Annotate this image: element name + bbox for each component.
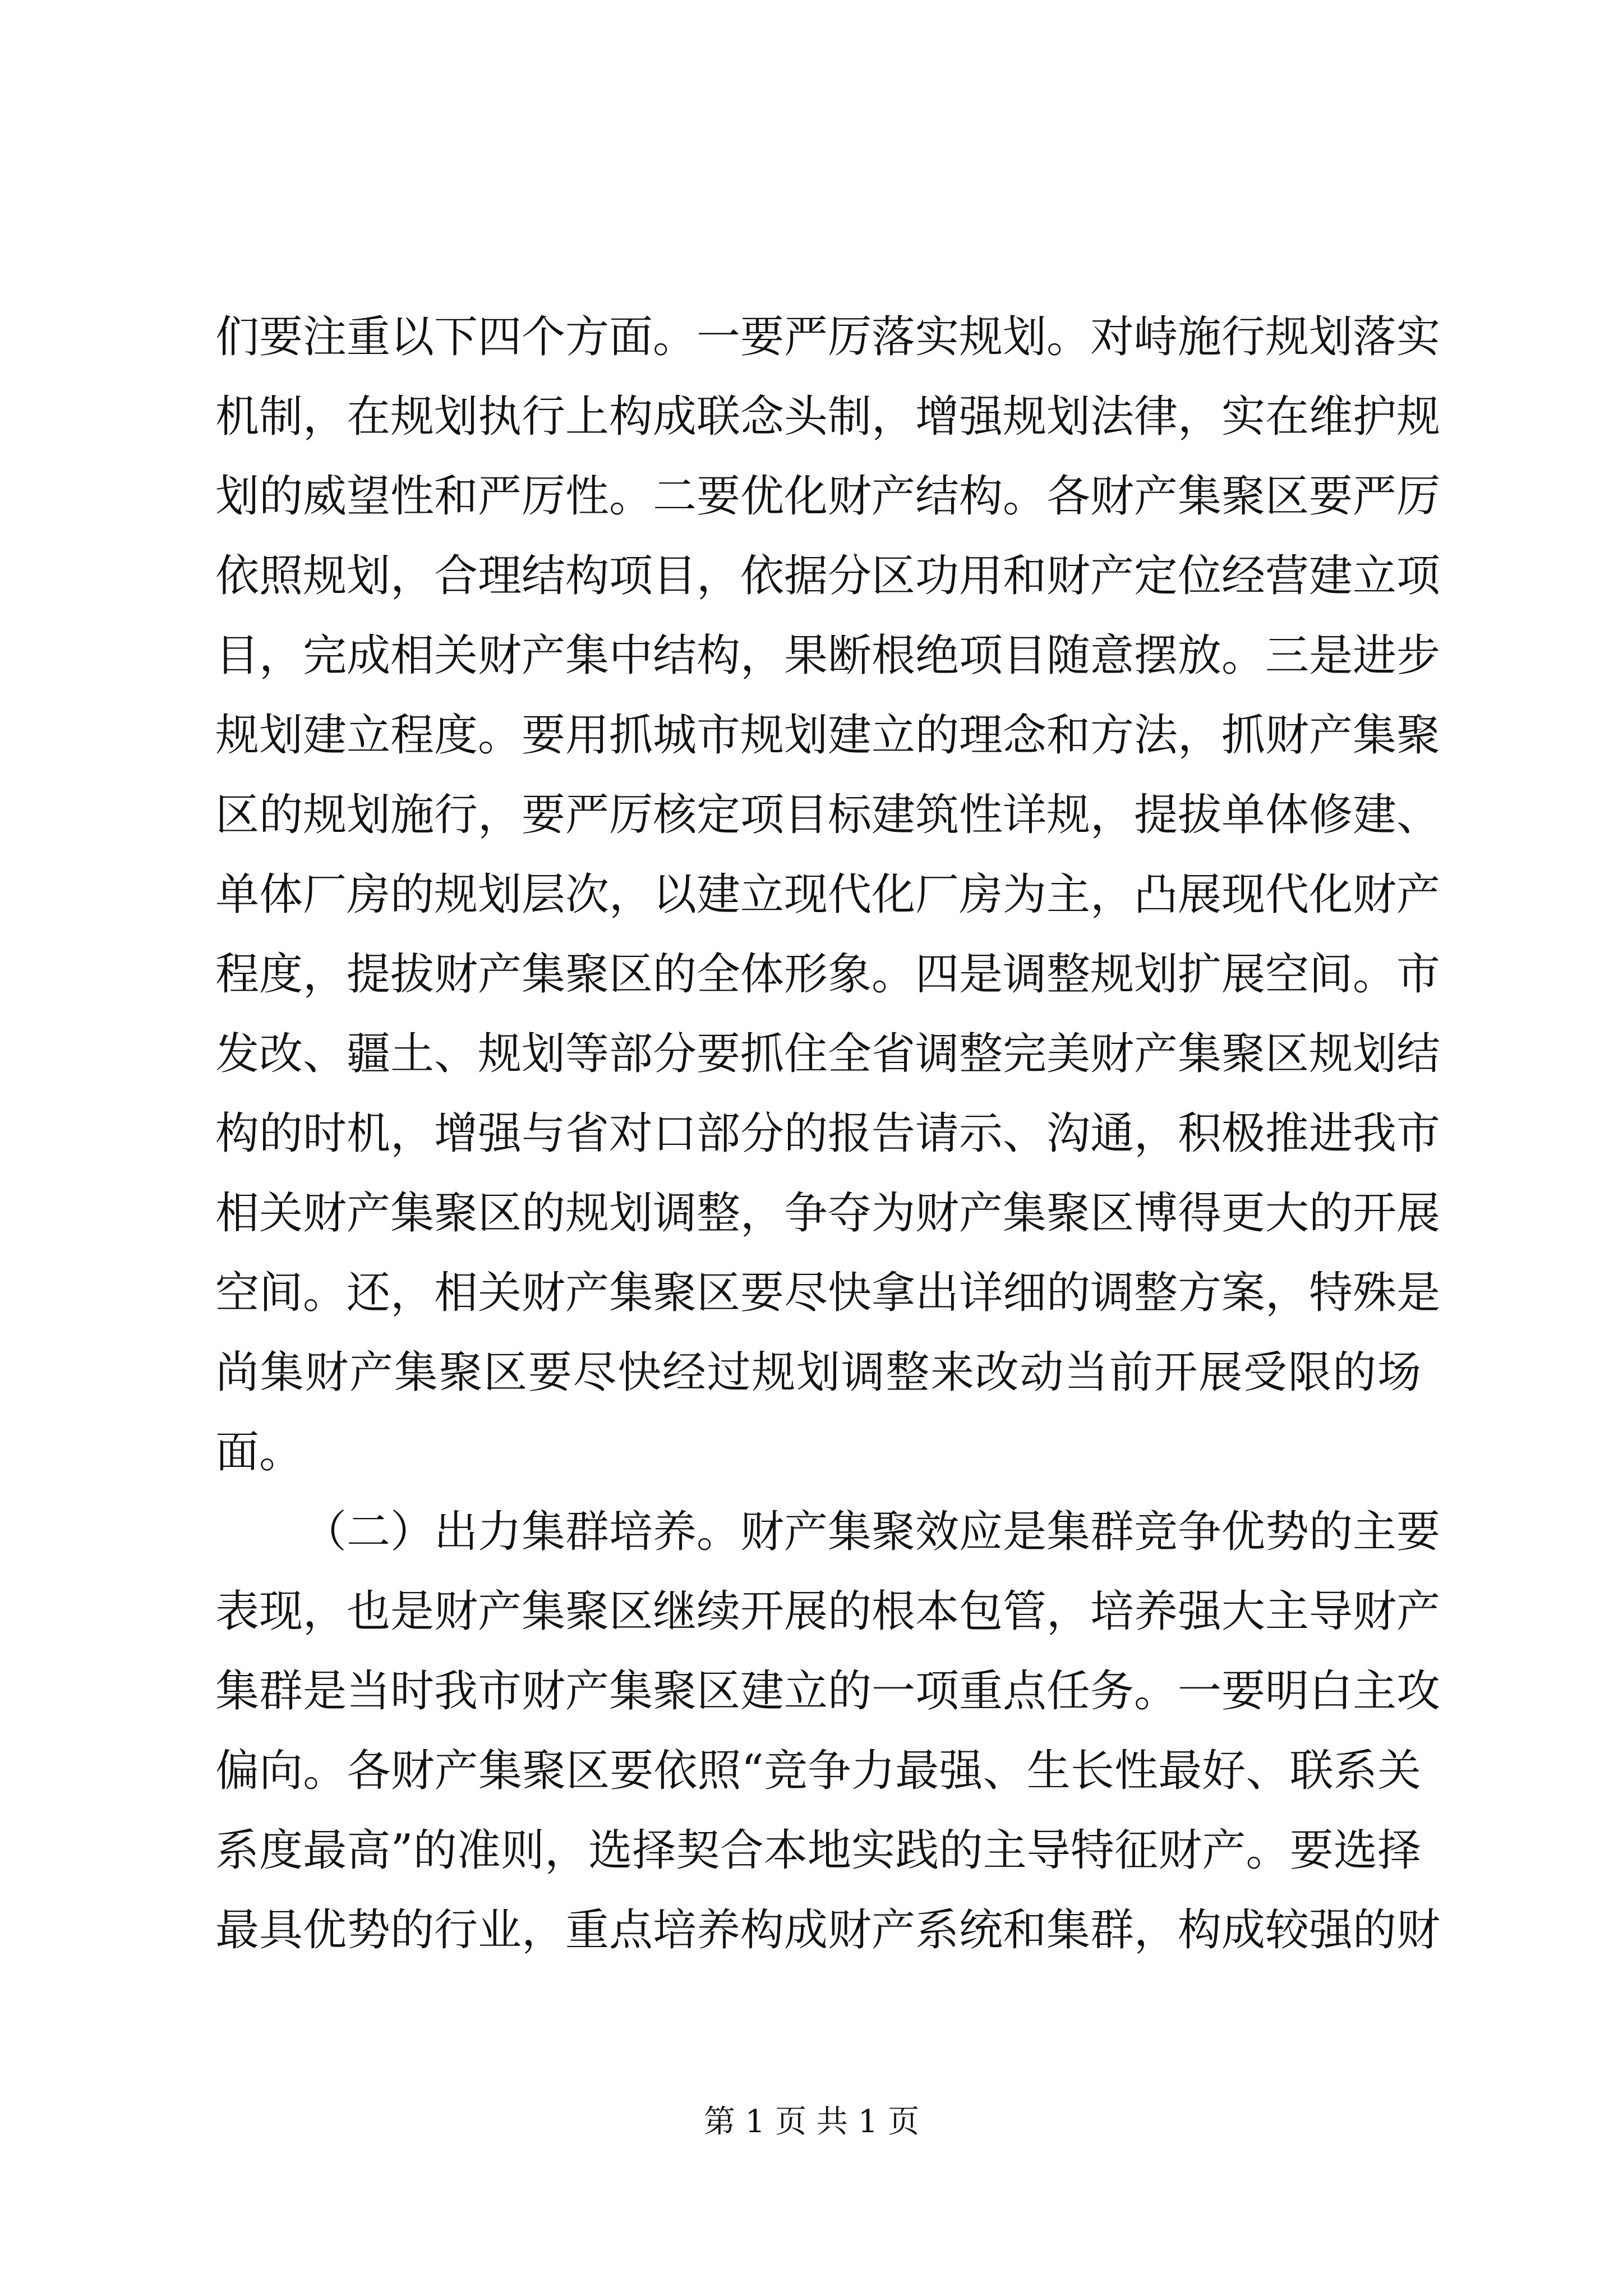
text-line: 机制，在规划执行上构成联念头制，增强规划法律，实在维护规 [215, 392, 1441, 442]
text-line: 划的威望性和严厉性。二要优化财产结构。各财产集聚区要严厉 [215, 471, 1441, 522]
page-number-label: 第 1 页 共 1 页 [703, 2104, 920, 2140]
text-line: 面。 [215, 1427, 303, 1478]
text-line: 单体厂房的规划层次，以建立现代化厂房为主，凸展现代化财产 [215, 869, 1441, 920]
text-line: 集群是当时我市财产集聚区建立的一项重点任务。一要明白主攻 [215, 1666, 1441, 1717]
text-line: 发改、疆土、规划等部分要抓住全省调整完美财产集聚区规划结 [215, 1029, 1441, 1079]
text-line: （二）出力集群培养。财产集聚效应是集群竞争优势的主要 [303, 1507, 1441, 1557]
text-line: 们要注重以下四个方面。一要严厉落实规划。对峙施行规划落实 [215, 312, 1441, 362]
text-line: 构的时机，增强与省对口部分的报告请示、沟通，积极推进我市 [215, 1108, 1441, 1159]
text-line: 区的规划施行，要严厉核定项目标建筑性详规，提拔单体修建、 [215, 790, 1441, 840]
text-line: 依照规划，合理结构项目，依据分区功用和财产定位经营建立项 [215, 551, 1441, 601]
text-line: 尚集财产集聚区要尽快经过规划调整来改动当前开展受限的场 [215, 1347, 1421, 1398]
paragraph-1 [215, 297, 1441, 1492]
text-line: 系度最高”的准则，选择契合本地实践的主导特征财产。要选择 [215, 1825, 1421, 1876]
document-body [215, 297, 1441, 1970]
text-line: 目，完成相关财产集中结构，果断根绝项目随意摆放。三是进步 [215, 631, 1441, 681]
page-footer [0, 2102, 1623, 2142]
paragraph-2 [215, 1492, 1441, 1970]
text-line: 程度，提拔财产集聚区的全体形象。四是调整规划扩展空间。市 [215, 949, 1441, 1000]
text-line: 相关财产集聚区的规划调整，争夺为财产集聚区博得更大的开展 [215, 1188, 1441, 1239]
text-line: 偏向。各财产集聚区要依照“竞争力最强、生长性最好、联系关 [215, 1746, 1421, 1796]
text-line: 表现，也是财产集聚区继续开展的根本包管，培养强大主导财产 [215, 1586, 1441, 1637]
text-line: 规划建立程度。要用抓城市规划建立的理念和方法，抓财产集聚 [215, 710, 1441, 761]
text-line: 空间。还，相关财产集聚区要尽快拿出详细的调整方案，特殊是 [215, 1268, 1441, 1318]
text-line: 最具优势的行业，重点培养构成财产系统和集群，构成较强的财 [215, 1905, 1441, 1955]
